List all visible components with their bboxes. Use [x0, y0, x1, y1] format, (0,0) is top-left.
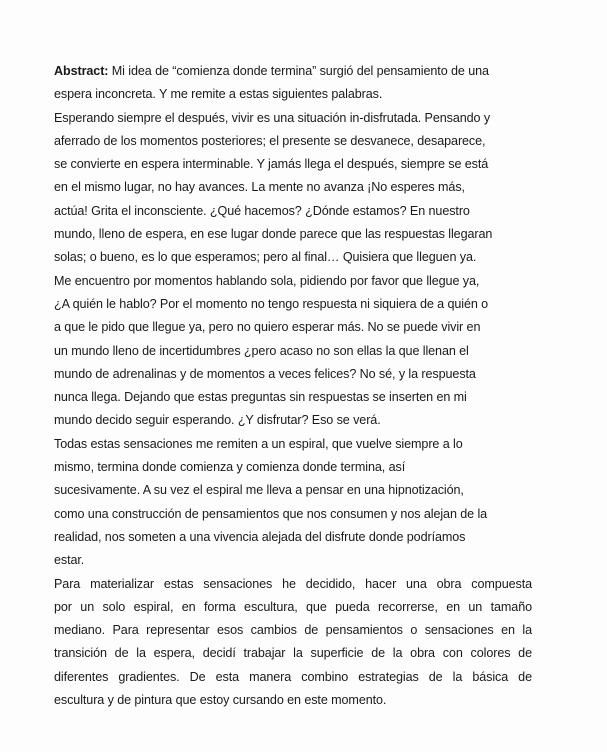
text-line: diferentes gradientes. De esta manera combino estrategias de la básica de: [54, 669, 532, 684]
text-line: Esperando siempre el después, vivir es una situación in-disfrutada. Pensando y: [54, 110, 491, 125]
text-line: transición de la espera, decidí trabajar la superficie de la obra con colores de: [54, 646, 532, 661]
text-line: mundo de adrenalinas y de momentos a veces felices? No sé, y la respuesta: [54, 366, 476, 381]
text-line: sucesivamente. A su vez el espiral me lleva a pensar en una hipnotización,: [54, 483, 464, 498]
text-line: Para materializar estas sensaciones he decidido, hacer una obra compuesta: [54, 576, 532, 591]
text-line: espera inconcreta. Y me remite a estas siguientes palabras.: [54, 87, 383, 102]
text-line: escultura y de pintura que estoy cursando en este momento.: [54, 693, 387, 708]
text-line: por un solo espiral, en forma escultura, que pueda recorrerse, en un tamaño: [54, 599, 532, 614]
text-line: mediano. Para representar esos cambios de pensamientos o sensaciones en la: [54, 623, 532, 638]
text-line: aferrado de los momentos posteriores; el presente se desvanece, desaparece,: [54, 133, 486, 148]
text-line: Todas estas sensaciones me remiten a un espiral, que vuelve siempre a lo: [54, 436, 463, 451]
text-line: estar.: [54, 553, 85, 568]
text-line: mundo, lleno de espera, en ese lugar donde parece que las respuestas llegaran: [54, 227, 493, 242]
text-line-content: Mi idea de “comienza donde termina” surgió del pensamiento de una: [108, 64, 489, 78]
abstract-label: Abstract:: [54, 64, 109, 78]
text-line: se convierte en espera interminable. Y jamás llega el después, siempre se está: [54, 157, 489, 172]
text-line: [54, 60, 532, 83]
abstract-text: [54, 60, 532, 712]
text-line: mismo, termina donde comienza y comienza donde termina, así: [54, 460, 406, 475]
text-line: a que le pido que llegue ya, pero no quiero esperar más. No se puede vivir en: [54, 320, 481, 335]
text-line: solas; o bueno, es lo que esperamos; pero al final… Quisiera que lleguen ya.: [54, 250, 477, 265]
text-line: Me encuentro por momentos hablando sola, pidiendo por favor que llegue ya,: [54, 273, 480, 288]
text-line: en el mismo lugar, no hay avances. La mente no avanza ¡No esperes más,: [54, 180, 465, 195]
text-line: como una construcción de pensamientos que nos consumen y nos alejan de la: [54, 506, 488, 521]
text-line: un mundo lleno de incertidumbres ¿pero acaso no son ellas la que llenan el: [54, 343, 469, 358]
text-line: nunca llega. Dejando que estas preguntas sin respuestas se inserten en mi: [54, 390, 467, 405]
text-line: mundo decido seguir esperando. ¿Y disfrutar? Eso se verá.: [54, 413, 381, 428]
text-line: ¿A quién le hablo? Por el momento no tengo respuesta ni siquiera de a quién o: [54, 296, 489, 311]
text-line: realidad, nos someten a una vivencia alejada del disfrute donde podríamos: [54, 529, 466, 544]
text-line: actúa! Grita el inconsciente. ¿Qué hacemos? ¿Dónde estamos? En nuestro: [54, 203, 470, 218]
